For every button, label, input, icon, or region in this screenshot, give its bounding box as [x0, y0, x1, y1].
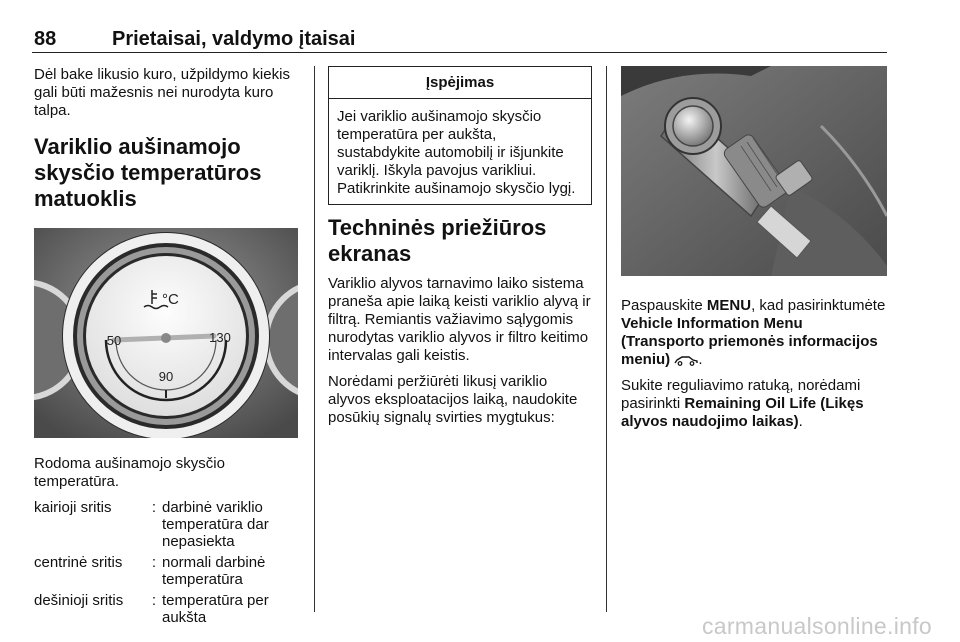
- zone-separator: :: [151, 499, 157, 516]
- service-paragraph-2: Norėdami peržiūrėti likusį variklio alyvos eksploatacijos laiką, naudokite posūkių signalų svirties mygtukus:: [328, 373, 578, 426]
- zone-description: temperatūra per aukšta: [162, 592, 269, 626]
- table-row: [34, 592, 302, 630]
- text-span: .: [798, 413, 803, 430]
- service-paragraph-1: Variklio alyvos tarnavimo laiko sistema praneša apie laiką keisti variklio alyvą ir filtrą. Remiantis važiavimo sąlygomis nurodytas variklio alyvos ir filtro keitimo intervalas gali keistis.: [328, 275, 591, 364]
- zone-label: centrinė sritis: [34, 554, 123, 571]
- warning-box: [328, 66, 592, 205]
- text-span: Paspauskite: [621, 297, 707, 314]
- car-icon: [674, 355, 698, 366]
- gauge-caption: Rodoma aušinamojo skysčio temperatūra.: [34, 455, 225, 490]
- zone-separator: :: [151, 592, 157, 609]
- menu-button-label: MENU: [706, 297, 752, 314]
- page-number: 88: [34, 28, 57, 50]
- column-left: [34, 66, 302, 630]
- column-middle: [328, 66, 592, 435]
- column-right: [621, 66, 887, 439]
- warning-title: Įspėjimas: [329, 67, 591, 99]
- zone-description: normali darbinė temperatūra: [162, 554, 266, 588]
- table-row: [34, 554, 302, 592]
- turn-signal-lever-image: [621, 66, 887, 276]
- gauge-zones-table: [34, 499, 302, 630]
- remaining-oil-life-label: Remaining Oil Life (Likęs alyvos naudojimo laikas): [621, 395, 864, 430]
- menu-paragraph: [621, 297, 887, 369]
- zone-label: kairioji sritis: [34, 499, 112, 516]
- text-span: .: [698, 351, 703, 368]
- page-title: Prietaisai, valdymo įtaisai: [112, 28, 356, 50]
- section-heading-coolant: Variklio aušinamojo skysčio temperatūros matuoklis: [34, 134, 262, 211]
- text-span: , kad pasirinktumėte: [751, 297, 886, 314]
- gauge-tick-mid: 90: [158, 369, 174, 384]
- oil-life-paragraph: [621, 377, 887, 431]
- text-span: Sukite reguliavimo ratuką, norėdami pasirinkti: [621, 377, 861, 412]
- warning-body: Jei variklio aušinamojo skysčio temperatūra per aukšta, sustabdykite automobilį ir išjunkite variklį. Iškyla pavojus varikliui. Patikrinkite aušinamojo skysčio lygį.: [337, 108, 576, 197]
- page-header: [32, 28, 887, 53]
- zone-description: darbinė variklio temperatūra dar nepasiekta: [162, 499, 269, 550]
- column-divider: [314, 66, 315, 612]
- gauge-tick-high: 130: [209, 330, 231, 345]
- table-row: [34, 499, 302, 554]
- gauge-unit: °C: [162, 291, 179, 308]
- gauge-tick-low: 50: [106, 333, 122, 348]
- section-heading-service: Techninės priežiūros ekranas: [328, 215, 547, 266]
- watermark: carmanualsonline.info: [701, 613, 932, 639]
- vehicle-info-menu-label: Vehicle Information Menu (Transporto priemonės informacijos meniu): [621, 315, 878, 368]
- coolant-gauge-image: [34, 228, 298, 438]
- zone-label: dešinioji sritis: [34, 592, 124, 609]
- menu-button-icon: [673, 106, 713, 146]
- intro-text: Dėl bake likusio kuro, užpildymo kiekis gali būti mažesnis nei nurodyta kuro talpa.: [34, 66, 290, 119]
- zone-separator: :: [151, 554, 157, 571]
- column-divider: [606, 66, 607, 612]
